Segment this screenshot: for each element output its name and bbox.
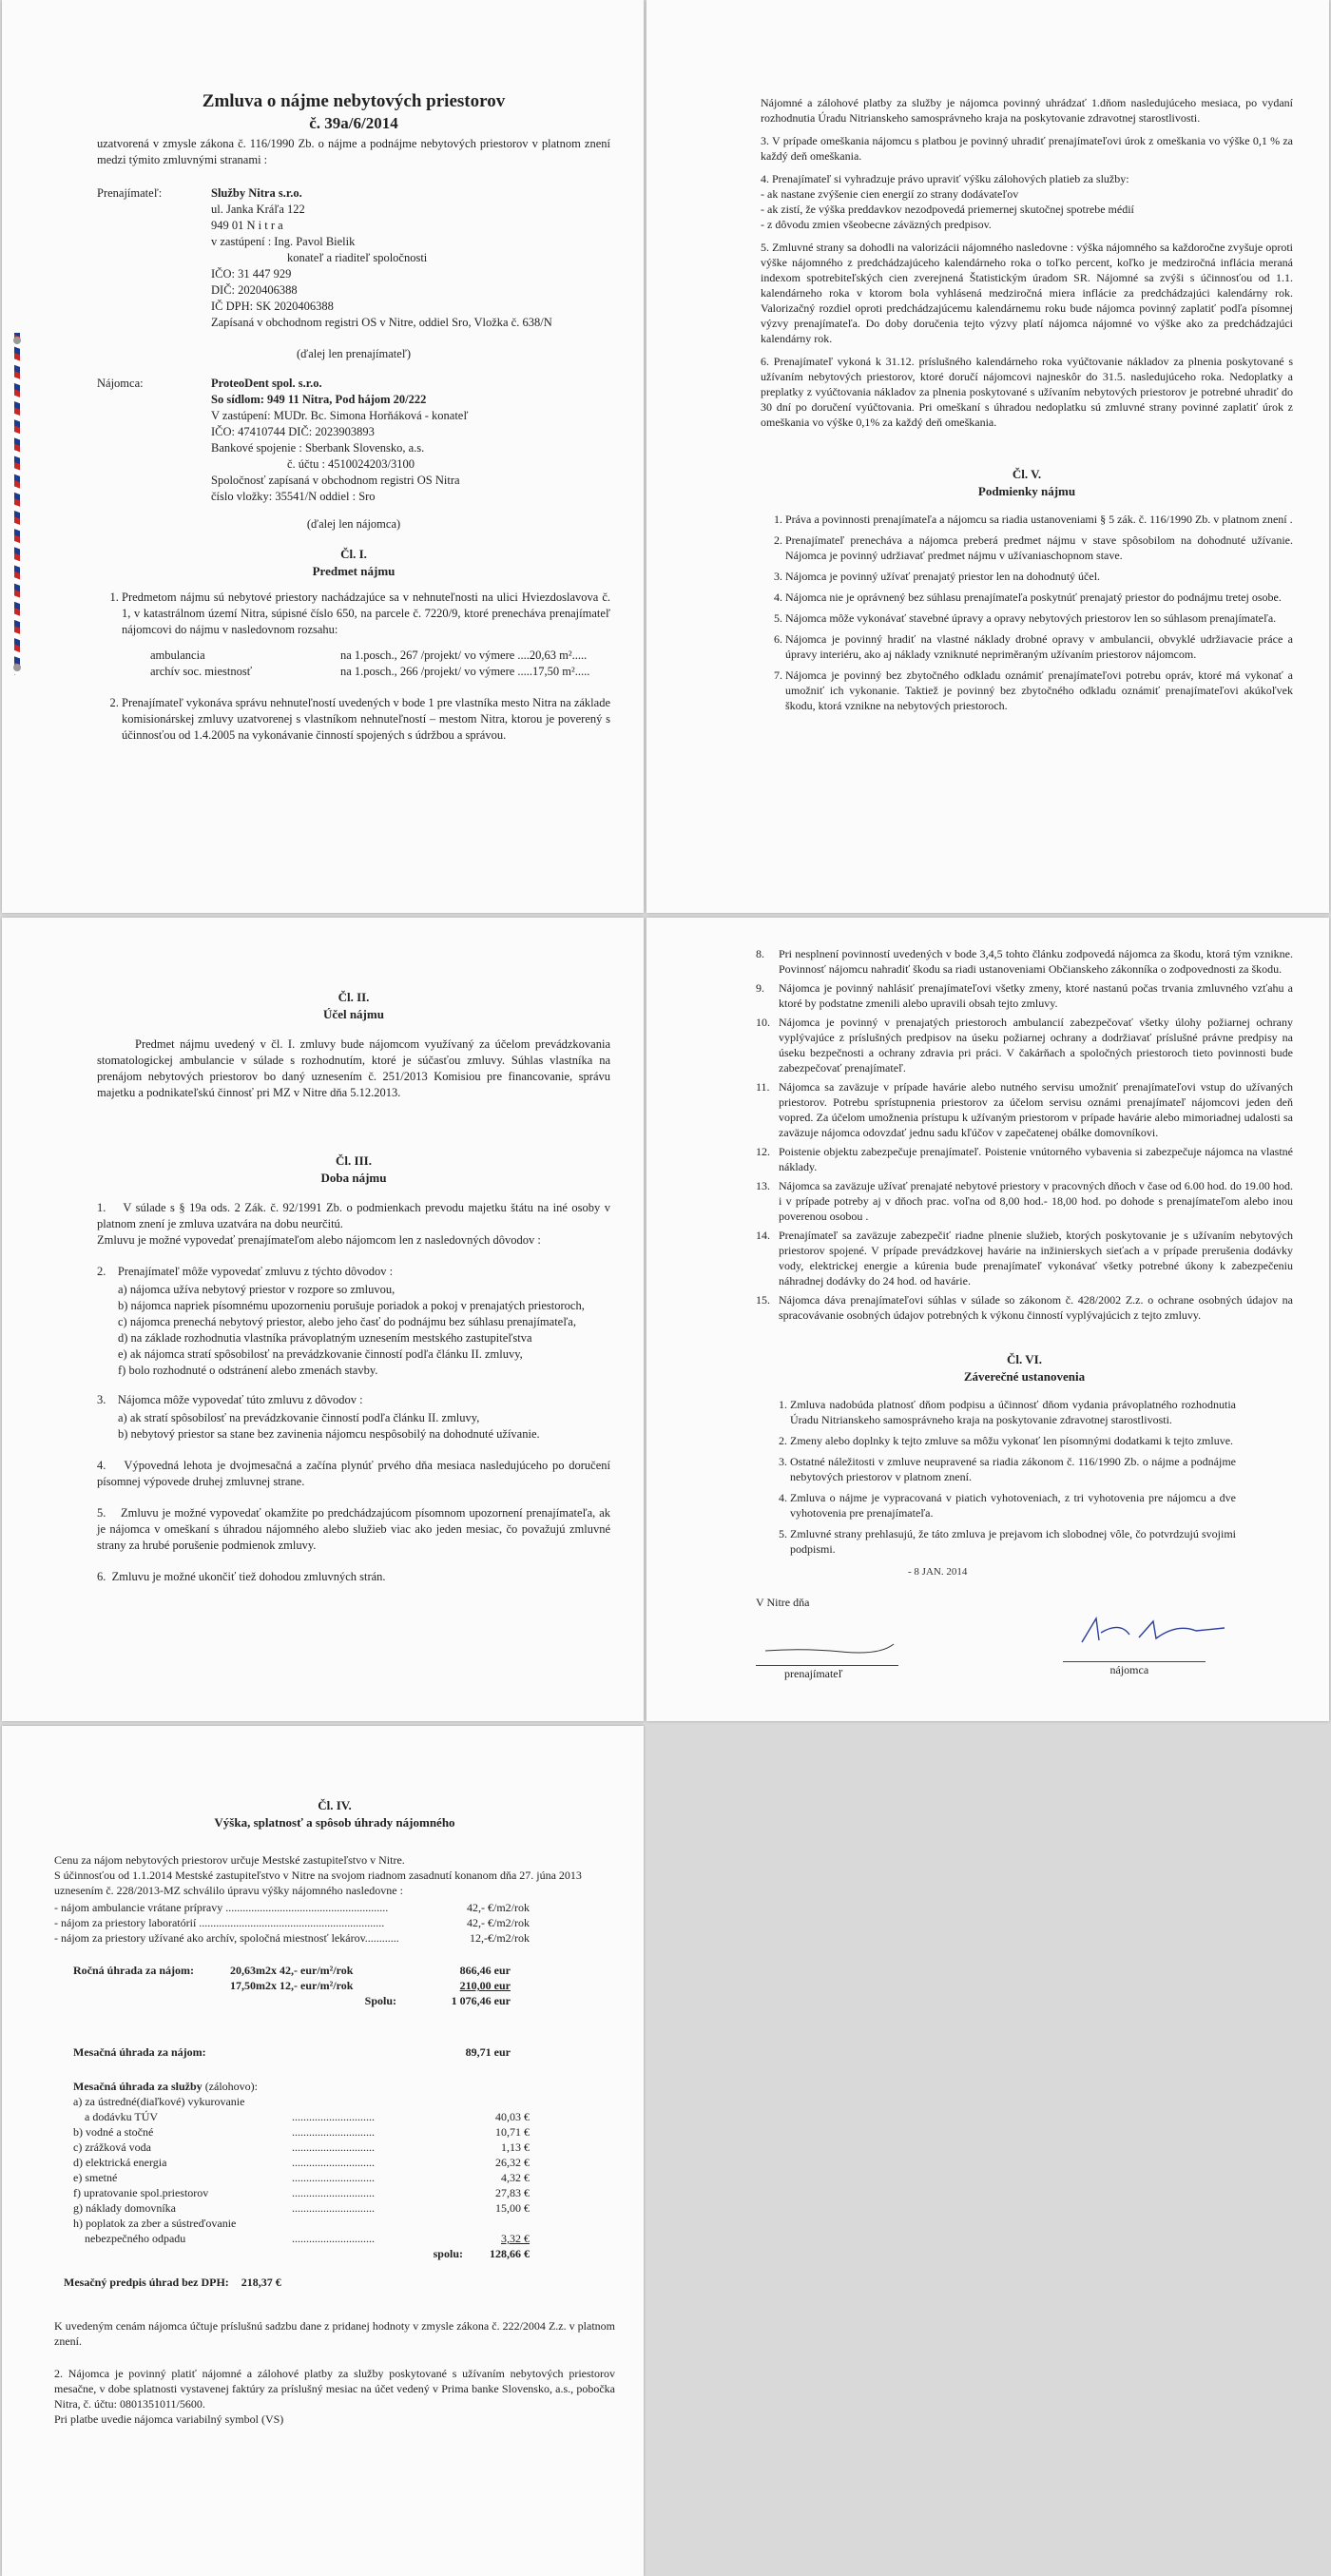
landlord-line: ul. Janka Kráľa 122	[211, 203, 305, 216]
condition-text: Nájomca je povinný v prenajatých priestoroch ambulancií zabezpečovať všetky úlohy požiarnej ochrany vyplývajúce z príslušných predpisov na úseku požiarnej ochrany a dodržiavať príslušné právne predpisy na úseku bezpečnosti a ochrany zdravia pri práci. V čakárňach a spoločných priestoroch tieto povinnosti bude zabezpečovať prenajímateľ.	[779, 1016, 1293, 1075]
chapter-2-text: Predmet nájmu uvedený v čl. I. zmluvy bude nájomcom využívaný za účelom prevádzkovania stomatologickej ambulancie v súlade s rozhodnutím, ktoré je súčasťou zmluvy. Súhlas vlastníka na prenájom nebytových priestorov bo daný uznesením č. 251/2013 Komisiou pre financovanie, správu majetku a podnikateľskú činnosť pri MZ v Nitre dňa 5.12.2013.	[97, 1037, 610, 1099]
price-row	[54, 1915, 615, 1930]
area-text: na 1.posch., 266 /projekt/ vo výmere .....17,50 m².....	[340, 665, 590, 678]
service-dots	[292, 2216, 473, 2231]
chapter-6-title: Záverečné ustanovenia	[963, 1369, 1086, 1384]
landlord-note: (ďalej len prenajímateľ)	[296, 347, 412, 360]
payment-obligation: 2. Nájomca je povinný platiť nájomné a zálohové platby za služby poskytované s užívaním nebytových priestorov mesačne, v dobe splatnosti vystavenej faktúry za príslušný mesiac na účet vedený v Prima banke Slovensko, a.s., pobočka Nitra, č. účtu: 0801351011/5600.	[54, 2367, 615, 2411]
service-row	[73, 2185, 615, 2200]
landlord-block	[97, 185, 610, 331]
annual-rent-row	[54, 1978, 615, 1993]
chapter-6-item: 2. Zmeny alebo doplnky k tejto zmluve sa môžu vykonať len písomnými dodatkami k tejto zmluve.	[790, 1433, 1236, 1448]
chapter-3-item-text: Zmluvu je možné ukončiť tiež dohodou zmluvných strán.	[111, 1570, 386, 1583]
services-title: Mesačná úhrada za služby	[73, 2080, 203, 2093]
condition-text: Pri nesplnení povinností uvedených v bode 3,4,5 tohto článku zodpovedá nájomca za škodu, ktorá tým vznikne. Povinnosť nájomcu nahradiť škodu sa riadi ustanoveniami Občianskeho zákonníka o zodpovednosti za škodu.	[779, 947, 1293, 976]
services-total-label: spolu:	[433, 2247, 463, 2260]
service-value	[473, 2094, 530, 2109]
service-row	[73, 2200, 615, 2216]
annual-rent-calc: 17,50m2x 12,- eur/m²/rok	[230, 1979, 354, 1992]
condition-number: 8.	[756, 947, 764, 960]
area-text: na 1.posch., 267 /projekt/ vo výmere ....20,63 m².....	[340, 649, 588, 662]
annual-total-value: 1 076,46 eur	[451, 1994, 511, 2007]
signature-label-tenant: nájomca	[1109, 1663, 1149, 1676]
service-name: e) smetné	[73, 2171, 118, 2184]
landlord-signature	[756, 1627, 898, 1656]
service-value	[473, 2216, 530, 2231]
chapter-2-number: Čl. II.	[338, 990, 370, 1004]
condition-text: Nájomca sa zaväzuje v prípade havárie alebo nutného servisu umožniť prenajímateľovi vstup do užívaných priestorov. Potrebu sprístupnenia priestorov za účelom servisu oznámi prenajímateľ nájomcovi jeden deň vopred. Za účelom umožnenia prístupu k užívaným priestorom v prípade havárie alebo mimoriadnej udalosti sa zaväzuje nájomca odovzdať jednu sadu kľúčov v zapečatenej obálke domovníkovi.	[779, 1080, 1293, 1139]
condition-number: 10.	[756, 1016, 770, 1029]
reason-item: a) nájomca užíva nebytový priestor v rozpore so zmluvou,	[118, 1283, 395, 1296]
condition-number: 15.	[756, 1293, 770, 1307]
payment-item-5: 5. Zmluvné strany sa dohodli na valorizácii nájomného nasledovne : výška nájomného sa každoročne zvyšuje oproti výške nájomného z predchádzajúceho kalendárneho roka o toľko percent, koľko je medziročná inflácia meraná indexom spotrebiteľských cien zverejnená Štatistickým úradom SR. Nájomné sa zvýši s účinnosťou od 1.1. kalendárneho roka v ktorom bola vyhlásená medziročná miera inflácie za predchádzajúci kalendárny rok. Valorizačný rozdiel oproti predchádzajúcemu kalendárnemu roku bude nájomca povinný zaplatiť podľa písomnej výzvy prenajímateľa. Do doby doručenia tejto výzvy platí nájomca nájomné vo výške ako za predchádzajúci kalendárny rok.	[761, 241, 1294, 345]
service-value: 26,32 €	[495, 2156, 530, 2169]
service-row	[73, 2094, 615, 2109]
date-stamp: - 8 JAN. 2014	[908, 1566, 968, 1578]
services-total-row	[73, 2246, 615, 2261]
chapter-5-item: 5. Nájomca môže vykonávať stavebné úpravy a opravy nebytových priestorov len so súhlasom prenajímateľa.	[785, 610, 1293, 626]
page-4	[646, 918, 1329, 1721]
signatures	[756, 1627, 1293, 1681]
landlord-label: Prenajímateľ:	[97, 186, 163, 200]
annual-rent-row	[54, 1963, 615, 1978]
chapter-3-number: Čl. III.	[336, 1153, 372, 1168]
chapter-6-item: 4. Zmluva o nájme je vypracovaná v piatich vyhotoveniach, z tri vyhotovenia pre nájomcu a dve vyhotovenia pre prenajímateľa.	[790, 1490, 1236, 1520]
condition-item	[756, 980, 1293, 1011]
vat-note: K uvedeným cenám nájomca účtuje príslušnú sadzbu dane z pridanej hodnoty v zmysle zákona č. 222/2004 Z.z. v platnom znení.	[54, 2319, 615, 2348]
tenant-line: Spoločnosť zapísaná v obchodnom registri OS Nitra	[211, 474, 460, 487]
signature-label-landlord: prenajímateľ	[784, 1667, 843, 1680]
tenant-line: So sídlom: 949 11 Nitra, Pod hájom 20/222	[211, 393, 427, 406]
chapter-3-item-6: 6. Zmluvu je možné ukončiť tiež dohodou zmluvných strán.	[97, 1570, 386, 1583]
tenant-line: IČO: 47410744 DIČ: 2023903893	[211, 425, 375, 438]
price-item: - nájom za priestory laboratórií .................................................................	[54, 1916, 385, 1929]
monthly-rent-row	[54, 2044, 615, 2060]
price-value: 42,- €/m2/rok	[467, 1916, 530, 1929]
page-2	[646, 0, 1329, 913]
service-name: g) náklady domovníka	[73, 2201, 176, 2215]
service-dots: .............................	[292, 2232, 375, 2245]
condition-number: 12.	[756, 1145, 770, 1158]
condition-text: Nájomca je povinný nahlásiť prenajímateľovi všetky zmeny, ktoré nastanú počas trvania zmluvného vzťahu a ktoré by podstatne zmenili alebo upravili obsah tejto zmluvy.	[779, 981, 1293, 1010]
service-name: c) zrážková voda	[73, 2140, 151, 2154]
condition-item	[756, 1292, 1293, 1323]
service-dots: .............................	[292, 2125, 375, 2139]
condition-item	[756, 946, 1293, 977]
landlord-line: konateľ a riaditeľ spoločnosti	[287, 251, 428, 264]
price-item: - nájom ambulancie vrátane prípravy .........................................................	[54, 1901, 389, 1914]
area-name: archív soc. miestnosť	[150, 665, 253, 678]
page-3	[2, 918, 644, 1721]
chapter-1-item	[122, 590, 610, 680]
service-dots: .............................	[292, 2201, 375, 2215]
condition-number: 14.	[756, 1229, 770, 1242]
chapter-5-item: 7. Nájomca je povinný bez zbytočného odkladu oznámiť prenajímateľovi potrebu opráv, ktoré má vykonať a umožniť ich vykonanie. Taktiež je povinný bez zbytočného odkladu oznámiť prenajímateľovi akúkoľvek škodu, ktorá vznikne na nebytových priestoroch.	[785, 668, 1293, 713]
monthly-rent-label: Mesačná úhrada za nájom:	[73, 2045, 206, 2059]
condition-text: Nájomca dáva prenajímateľovi súhlas v súlade so zákonom č. 428/2002 Z.z. o ochrane osobných údajov na spracovávanie osobných údajov potrebných k výkonu činností vyplývajúcich z tejto zmluvy.	[779, 1293, 1293, 1322]
annual-rent-total-row	[54, 1993, 615, 2008]
services-note: (zálohovo):	[204, 2080, 258, 2093]
chapter-1-list	[97, 590, 610, 744]
service-row	[73, 2109, 615, 2124]
service-name: b) vodné a stočné	[73, 2125, 154, 2139]
landlord-line: 949 01 N i t r a	[211, 219, 283, 232]
condition-number: 9.	[756, 981, 764, 995]
service-value: 3,32 €	[501, 2232, 530, 2245]
service-value: 27,83 €	[495, 2186, 530, 2199]
reason-item: e) ak nájomca stratí spôsobilosť na prevádzkovanie činností podľa článku II. zmluvy,	[118, 1347, 523, 1361]
area-name: ambulancia	[150, 649, 205, 662]
chapter-5-number: Čl. V.	[1012, 467, 1042, 481]
chapter-5-item: 1. Práva a povinnosti prenajímateľa a nájomcu sa riadia ustanoveniami § 5 zák. č. 116/1990 Zb. v platnom znení .	[785, 512, 1293, 527]
chapter-3-item-text: Zmluvu je možné vypovedať okamžite po predchádzajúcom písomnom upozornení prenajímateľa, ak je nájomca v omeškaní s úhradou nájomného alebo služieb viac ako jeden mesiac, čo považujú zmluvné strany za hrubé porušenie podmienok zmluvy.	[97, 1506, 610, 1552]
contract-intro: uzatvorená v zmysle zákona č. 116/1990 Zb. o nájme a podnájme nebytových priestorov v platnom znení medzi týmito zmluvnými stranami :	[97, 137, 610, 166]
chapter-1-title: Predmet nájmu	[312, 564, 395, 578]
bullet-line: - ak nastane zvýšenie cien energií zo strany dodávateľov	[761, 187, 1019, 201]
service-dots: .............................	[292, 2140, 375, 2154]
service-value: 4,32 €	[501, 2171, 530, 2184]
payment-terms-text: Nájomné a zálohové platby za služby je nájomca povinný uhrádzať 1.dňom nasledujúceho mesiaca, po vydaní rozhodnutia Úradu Nitrianskeho samosprávneho kraja na poskytovanie zdravotnej starostlivosti.	[761, 96, 1293, 125]
reason-item: b) nájomca napriek písomnému upozorneniu porušuje poriadok a pokoj v prenajatých priestoroch,	[118, 1299, 585, 1312]
annual-rent-value: 866,46 eur	[459, 1964, 511, 1977]
landlord-line: Zapísaná v obchodnom registri OS v Nitre, oddiel Sro, Vložka č. 638/N	[211, 316, 552, 329]
chapter-6-number: Čl. VI.	[1007, 1352, 1042, 1366]
payment-item-text: V prípade omeškania nájomcu s platbou je povinný uhradiť prenajímateľovi úrok z omeškania vo výške 0,1 % za každý deň omeškania.	[761, 134, 1293, 163]
chapter-3-item-text: V súlade s § 19a ods. 2 Zák. č. 92/1991 Zb. o podmienkach prevodu majetku štátu na iné osoby v platnom znení je zmluva uzatvára na dobu neurčitú.	[97, 1201, 611, 1230]
chapter-2-title: Účel nájmu	[323, 1007, 384, 1021]
landlord-line: IČ DPH: SK 2020406388	[211, 300, 334, 313]
reason-item: b) nebytový priestor sa stane bez zavinenia nájomcu nespôsobilý na dohodnuté užívanie.	[118, 1427, 540, 1441]
landlord-line: Služby Nitra s.r.o.	[211, 186, 302, 200]
service-name: d) elektrická energia	[73, 2156, 167, 2169]
reason-item: f) bolo rozhodnuté o odstránení alebo zmenách stavby.	[118, 1364, 378, 1377]
chapter-3-item-2: 2. Prenajímateľ môže vypovedať zmluvu z týchto dôvodov :	[97, 1265, 394, 1278]
service-row	[73, 2140, 615, 2155]
condition-text: Nájomca sa zaväzuje užívať prenajaté nebytové priestory v pracovných dňoch v čase od 6.00 hod. do 19.00 hod. i v prípade potreby aj v dňoch prac. voľna od 8,00 hod.- 18,00 hod. po dohode s prenajímateľom alebo inou poverenou osobou .	[779, 1179, 1293, 1223]
tenant-line: č. účtu : 4510024203/3100	[287, 457, 415, 471]
condition-item	[756, 1178, 1293, 1224]
chapter-5-title: Podmienky nájmu	[977, 484, 1076, 498]
services-table	[54, 2094, 615, 2261]
tenant-line: ProteoDent spol. s.r.o.	[211, 377, 322, 390]
page-5	[2, 1726, 644, 2576]
service-dots: .............................	[292, 2186, 375, 2199]
service-name: h) poplatok za zber a sústreďovanie	[73, 2217, 237, 2230]
chapter-5-item: 3. Nájomca je povinný užívať prenajatý priestor len na dohodnutý účel.	[785, 569, 1293, 584]
payment-item-6: 6. Prenajímateľ vykoná k 31.12. príslušného kalendárneho roka vyúčtovanie nákladov za plnenia poskytované s užívaním nebytových priestorov, ktoré doručí nájomcovi najneskôr do 31.5. nasledujúceho roka. Nedoplatky a preplatky z vyúčtovania nákladov za plnenia poskytované s užívaním nebytových priestorov je potrebné uhradiť do 30 dní po doručení vyúčtovania. Pri omeškaní s úhradou nedoplatku sú zmluvné strany povinné zaplatiť úrok z omeškania vo výške 0,1% za každý deň omeškania.	[761, 355, 1294, 429]
monthly-rent-value: 89,71 eur	[465, 2045, 511, 2059]
contract-number: č. 39a/6/2014	[309, 114, 398, 132]
place-date-label: V Nitre dňa	[756, 1596, 810, 1609]
chapter-3-item-4: 4. Výpovedná lehota je dvojmesačná a začína plynúť prvého dňa mesiaca nasledujúceho po doručení písomnej výpovede druhej zmluvnej strane.	[97, 1459, 611, 1488]
service-dots: .............................	[292, 2171, 375, 2184]
tenant-signature	[1063, 1614, 1234, 1652]
page-1	[2, 0, 644, 913]
services-total-value: 128,66 €	[490, 2247, 530, 2260]
price-row	[54, 1900, 615, 1915]
reason-list	[97, 1410, 610, 1443]
condition-number: 11.	[756, 1080, 770, 1094]
annual-rent-calc: 20,63m2x 42,- eur/m²/rok	[230, 1964, 354, 1977]
monthly-prepayment-row	[54, 2275, 615, 2290]
chapter-5-item: 2. Prenajímateľ prenecháva a nájomca preberá predmet nájmu v stave spôsobilom na dohodnuté užívanie. Nájomca je povinný udržiavať predmet nájmu v užívaniaschopnom stave.	[785, 533, 1293, 563]
chapter-4-number: Čl. IV.	[318, 1798, 352, 1812]
chapter-1-item-text: Prenajímateľ vykonáva správu nehnuteľností uvedených v bode 1 pre vlastníka mesto Nitra na základe komisionárskej zmluvy uzatvorenej s vlastníkom nehnuteľností – mestom Nitra, ktorou je poverený s účinnosťou od 1.4.2005 na vykonávanie činností spojených s údržbou a správou.	[122, 696, 610, 742]
payment-item-4: 4. Prenajímateľ si vyhradzuje právo upraviť výšku zálohových platieb za služby:	[761, 172, 1129, 185]
contract-title: Zmluva o nájme nebytových priestorov	[202, 91, 506, 111]
chapter-6-item: 3. Ostatné náležitosti v zmluve neupravené sa riadia zákonom č. 116/1990 Zb. o nájme a podnájme nebytových priestorov v platnom znení.	[790, 1454, 1236, 1484]
rent-intro-1: Cenu za nájom nebytových priestorov určuje Mestské zastupiteľstvo v Nitre.	[54, 1853, 405, 1867]
service-value: 1,13 €	[501, 2140, 530, 2154]
chapter-1-number: Čl. I.	[340, 547, 367, 561]
rent-intro-2: S účinnosťou od 1.1.2014 Mestské zastupiteľstvo v Nitre na svojom riadnom zasadnutí konanom dňa 27. júna 2013 uznesením č. 228/2013-MZ schválilo úpravu výšky nájomného nasledovne :	[54, 1869, 582, 1897]
chapter-1-item	[122, 695, 610, 744]
chapter-3-reasons-intro: Zmluvu je možné vypovedať prenajímateľom alebo nájomcom len z nasledovných dôvodov :	[97, 1233, 541, 1247]
chapter-3-item-3: 3. Nájomca môže vypovedať túto zmluvu z dôvodov :	[97, 1393, 363, 1406]
annual-total-label: Spolu:	[364, 1994, 396, 2007]
service-dots: .............................	[292, 2110, 375, 2123]
tenant-line: V zastúpení: MUDr. Bc. Simona Horňáková - konateľ	[211, 409, 469, 422]
tenant-note: (ďalej len nájomca)	[306, 517, 401, 531]
monthly-prepayment-label: Mesačný predpis úhrad bez DPH:	[64, 2276, 229, 2289]
chapter-3-item-text: Výpovedná lehota je dvojmesačná a začína plynúť prvého dňa mesiaca nasledujúceho po doručení písomnej výpovede druhej zmluvnej strane.	[97, 1459, 611, 1488]
landlord-line: IČO: 31 447 929	[211, 267, 292, 281]
chapter-3-item-1: 1. V súlade s § 19a ods. 2 Zák. č. 92/1991 Zb. o podmienkach prevodu majetku štátu na iné osoby v platnom znení je zmluva uzatvára na dobu neurčitú.	[97, 1201, 611, 1230]
payment-item-3: 3. V prípade omeškania nájomcu s platbou je povinný uhradiť prenajímateľovi úrok z omeškania vo výške 0,1 % za každý deň omeškania.	[761, 134, 1293, 163]
chapter-3-item-text: Nájomca môže vypovedať túto zmluvu z dôvodov :	[117, 1393, 363, 1406]
chapter-5-item: 6. Nájomca je povinný hradiť na vlastné náklady drobné opravy v ambulancii, obvyklé udržiavacie práce a úpravy interiéru, ako aj náklady vzniknuté nepriměraným užívaním priestorov nájomcom.	[785, 631, 1293, 662]
price-item: - nájom za priestory užívané ako archív, spoločná miestnosť lekárov............	[54, 1931, 399, 1945]
variable-symbol-note: Pri platbe uvedie nájomca variabilný symbol (VS)	[54, 2412, 284, 2426]
payment-item-text: Prenajímateľ vykoná k 31.12. príslušného kalendárneho roka vyúčtovanie nákladov za plnenia poskytované s užívaním nebytových priestorov, ktoré doručí nájomcovi najneskôr do 31.5. nasledujúceho roka. Nedoplatky a preplatky z vyúčtovania nákladov za plnenia poskytované s užívaním nebytových priestorov je potrebné uhradiť do 30 dní po doručení vyúčtovania. Pri omeškaní s úhradou nedoplatku sú zmluvné strany povinné zaplatiť úrok z omeškania vo výške 0,1% za každý deň omeškania.	[761, 355, 1294, 429]
price-row	[54, 1930, 615, 1946]
service-dots: .............................	[292, 2156, 375, 2169]
binding-ribbon	[10, 333, 25, 675]
price-value: 12,-€/m2/rok	[470, 1931, 530, 1945]
chapter-3-title: Doba nájmu	[320, 1171, 387, 1185]
condition-number: 13.	[756, 1179, 770, 1192]
service-name: a) za ústredné(diaľkové) vykurovanie	[73, 2095, 245, 2108]
signature-left	[756, 1627, 1025, 1681]
area-row	[122, 648, 610, 664]
condition-item	[756, 1079, 1293, 1140]
bullet-line: - z dôvodu zmien všeobecne záväzných predpisov.	[761, 218, 992, 231]
condition-text: Poistenie objektu zabezpečuje prenajímateľ. Poistenie vnútorného vybavenia si zabezpečuje nájomca na vlastné náklady.	[779, 1145, 1293, 1173]
chapter-3-item-5: 5. Zmluvu je možné vypovedať okamžite po predchádzajúcom písomnom upozornení prenajímateľa, ak je nájomca v omeškaní s úhradou nájomného alebo služieb viac ako jeden mesiac, čo považujú zmluvné strany za hrubé porušenie podmienok zmluvy.	[97, 1506, 610, 1552]
service-name: nebezpečného odpadu	[73, 2232, 186, 2245]
tenant-label: Nájomca:	[97, 377, 144, 390]
reason-list	[97, 1282, 610, 1379]
annual-rent-label: Ročná úhrada za nájom:	[73, 1964, 195, 1977]
service-value: 10,71 €	[495, 2125, 530, 2139]
service-value: 15,00 €	[495, 2201, 530, 2215]
monthly-prepayment-value: 218,37 €	[241, 2276, 281, 2289]
service-row	[73, 2216, 615, 2231]
area-row	[122, 664, 610, 680]
service-row	[73, 2170, 615, 2185]
service-row	[73, 2124, 615, 2140]
chapter-5-list	[761, 512, 1293, 713]
chapter-1-item-text: Predmetom nájmu sú nebytové priestory nachádzajúce sa v nehnuteľnosti na ulici Hviezdoslavova č. 1, v katastrálnom území Nitra, súpisné číslo 650, na parcele č. 7220/9, ktoré prenecháva prenajímateľ nájomcovi do nájmu v nasledovnom rozsahu:	[122, 591, 610, 636]
chapter-5-item: 4. Nájomca nie je oprávnený bez súhlasu prenajímateľa poskytnúť prenajatý priestor do podnájmu tretej osobe.	[785, 590, 1293, 605]
service-name: f) upratovanie spol.priestorov	[73, 2186, 209, 2199]
service-value: 40,03 €	[495, 2110, 530, 2123]
signature-right	[1025, 1627, 1294, 1681]
payment-item-text: Zmluvné strany sa dohodli na valorizácii nájomného nasledovne : výška nájomného sa každoročne zvyšuje oproti výške nájomného z predchádzajúceho kalendárneho roka o toľko percent, koľko je medziročná inflácia meraná indexom spotrebiteľských cien zverejnená Štatistickým úradom SR. Nájomné sa zvýši s účinnosťou od 1.1. kalendárneho roka v ktorom bola vyhlásená medziročná miera inflácie za predchádzajúci kalendárny rok. Valorizačný rozdiel oproti predchádzajúcemu kalendárnemu roku bude nájomca povinný zaplatiť podľa písomnej výzvy prenajímateľa. Do doby doručenia tejto výzvy platí nájomca nájomné vo výške ako za predchádzajúci kalendárny rok.	[761, 241, 1294, 345]
condition-text: Prenajímateľ sa zaväzuje zabezpečiť riadne plnenie služieb, ktorých poskytovanie je s užívaním nebytových priestorov spojené. V prípade prevádzkovej havárie na inžinierskych sieťach a v prípade prerušenia dodávky vody, elektrickej energie a kúrenia bude prenajímateľ vykonávať všetky potrebné úkony k zabezpečeniu náhradnej dodávky do 24 hod. od havárie.	[779, 1229, 1293, 1288]
price-value: 42,- €/m2/rok	[467, 1901, 530, 1914]
bullet-line: - ak zistí, že výška preddavkov nezodpovedá priemernej skutočnej spotrebe médií	[761, 203, 1134, 216]
service-dots	[292, 2094, 473, 2109]
service-row	[73, 2231, 615, 2246]
payment-item-text: Prenajímateľ si vyhradzuje právo upraviť výšku zálohových platieb za služby:	[772, 172, 1129, 185]
landlord-line: DIČ: 2020406388	[211, 283, 298, 297]
service-row	[73, 2155, 615, 2170]
annual-rent-value: 210,00 eur	[459, 1979, 511, 1992]
chapter-6-item: 1. Zmluva nadobúda platnosť dňom podpisu a účinnosť dňom vydania právoplatného rozhodnutia Úradu Nitrianskeho samosprávneho kraja na poskytovanie zdravotnej starostlivosti.	[790, 1397, 1236, 1427]
reason-item: c) nájomca prenechá nebytový priestor, alebo jeho časť do podnájmu bez súhlasu prenajímateľa,	[118, 1315, 576, 1328]
reason-item: a) ak stratí spôsobilosť na prevádzkovanie činností podľa článku II. zmluvy,	[118, 1411, 480, 1424]
reason-item: d) na základe rozhodnutia vlastníka právoplatným uznesením mestského zastupiteľstva	[118, 1331, 532, 1345]
landlord-line: v zastúpení : Ing. Pavol Bielik	[211, 235, 356, 248]
chapter-6-item: 5. Zmluvné strany prehlasujú, že táto zmluva je prejavom ich slobodnej vôle, čo potvrdzujú svojimi podpismi.	[790, 1526, 1236, 1557]
service-name: a dodávku TÚV	[73, 2110, 159, 2123]
condition-item	[756, 1228, 1293, 1288]
chapter-4-title: Výška, splatnosť a spôsob úhrady nájomného	[214, 1815, 455, 1830]
condition-item	[756, 1015, 1293, 1075]
tenant-line: číslo vložky: 35541/N oddiel : Sro	[211, 490, 376, 503]
chapter-3-item-text: Prenajímateľ môže vypovedať zmluvu z týchto dôvodov :	[117, 1265, 394, 1278]
chapter-6-list	[756, 1397, 1293, 1557]
condition-item	[756, 1144, 1293, 1174]
tenant-line: Bankové spojenie : Sberbank Slovensko, a.s.	[211, 441, 425, 455]
services-heading	[54, 2079, 615, 2094]
tenant-block	[97, 376, 610, 505]
